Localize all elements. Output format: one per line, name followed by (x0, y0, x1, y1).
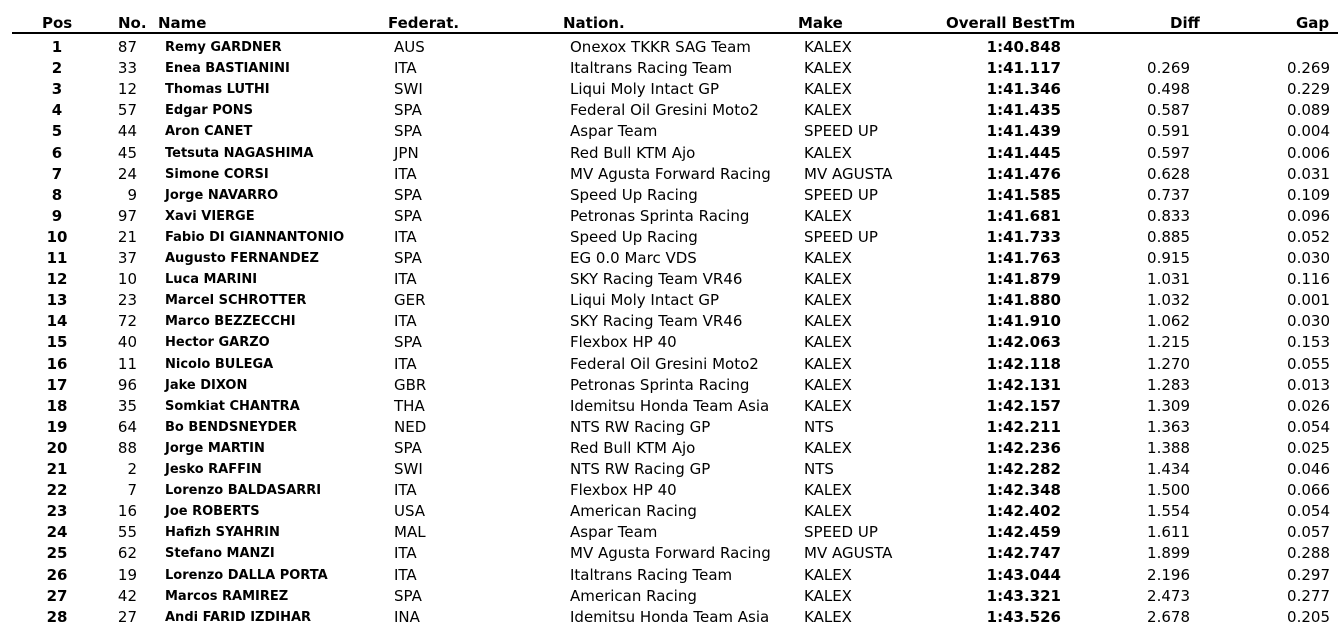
cell-pos: 18 (46, 396, 68, 415)
header-best: Overall BestTm (946, 14, 1076, 32)
cell-make: MV AGUSTA (804, 544, 893, 563)
cell-best-time: 1:41.910 (986, 312, 1061, 331)
cell-make: KALEX (804, 481, 852, 500)
cell-rider-name: Andi FARID IZDIHAR (165, 609, 312, 625)
cell-team: Idemitsu Honda Team Asia (570, 396, 770, 415)
cell-pos: 19 (46, 417, 68, 436)
cell-team: Federal Oil Gresini Moto2 (570, 101, 759, 120)
cell-rider-name: Edgar PONS (165, 103, 254, 119)
cell-make: KALEX (804, 438, 852, 457)
cell-pos: 14 (46, 312, 68, 331)
cell-federation: USA (394, 502, 426, 521)
table-row (0, 438, 1338, 459)
cell-best-time: 1:42.282 (986, 460, 1061, 478)
cell-diff: 1.270 (1147, 354, 1190, 373)
cell-rider-name: Remy GARDNER (165, 40, 282, 55)
cell-pos: 4 (51, 101, 63, 120)
cell-rider-name: Fabio DI GIANNANTONIO (165, 229, 345, 245)
cell-best-time: 1:42.348 (986, 481, 1061, 500)
table-row (0, 565, 1338, 586)
cell-gap: 0.109 (1287, 185, 1330, 204)
cell-rider-name: Jake DIXON (165, 377, 248, 393)
cell-team: MV Agusta Forward Racing (570, 164, 771, 183)
cell-federation: SWI (394, 460, 423, 478)
cell-rider-name: Aron CANET (165, 124, 253, 140)
cell-federation: SPA (394, 101, 422, 120)
table-row (0, 164, 1338, 185)
cell-federation: ITA (394, 565, 417, 584)
cell-federation: AUS (394, 38, 425, 56)
cell-pos: 28 (46, 607, 68, 626)
cell-team: Onexox TKKR SAG Team (570, 38, 751, 56)
cell-gap: 0.057 (1287, 523, 1330, 542)
cell-no: 62 (117, 544, 137, 563)
cell-team: Petronas Sprinta Racing (570, 375, 750, 394)
cell-no: 45 (117, 143, 137, 162)
table-row (0, 37, 1338, 58)
cell-team: American Racing (570, 502, 697, 521)
cell-pos: 24 (46, 523, 68, 542)
cell-no: 37 (117, 249, 137, 267)
cell-federation: ITA (394, 481, 417, 500)
table-row (0, 206, 1338, 227)
cell-team: MV Agusta Forward Racing (570, 544, 771, 563)
header-federat: Federat. (388, 14, 460, 32)
cell-make: KALEX (804, 80, 852, 99)
cell-gap: 0.031 (1287, 164, 1330, 183)
table-row (0, 227, 1338, 248)
table-row (0, 501, 1338, 522)
cell-diff: 2.196 (1147, 565, 1190, 584)
cell-pos: 22 (46, 481, 68, 500)
cell-rider-name: Hafizh SYAHRIN (165, 525, 280, 541)
cell-best-time: 1:43.526 (986, 607, 1061, 626)
cell-gap: 0.116 (1287, 270, 1330, 289)
cell-diff: 1.363 (1147, 417, 1190, 436)
cell-make: NTS (804, 417, 834, 436)
header-make: Make (798, 14, 843, 32)
cell-no: 27 (117, 607, 137, 626)
cell-federation: SPA (394, 185, 422, 204)
cell-team: Petronas Sprinta Racing (570, 206, 750, 225)
cell-gap: 0.054 (1287, 502, 1330, 521)
cell-no: 57 (117, 101, 137, 120)
cell-best-time: 1:42.747 (986, 544, 1061, 563)
cell-diff: 0.269 (1147, 59, 1190, 78)
cell-no: 72 (117, 312, 137, 331)
cell-rider-name: Lorenzo DALLA PORTA (165, 567, 328, 583)
cell-no: 21 (117, 227, 137, 246)
cell-team: Italtrans Racing Team (570, 565, 733, 584)
cell-no: 87 (117, 38, 137, 56)
cell-best-time: 1:41.733 (986, 227, 1061, 246)
cell-pos: 17 (46, 375, 68, 394)
cell-best-time: 1:41.763 (986, 249, 1061, 267)
cell-team: Aspar Team (570, 523, 658, 542)
cell-diff: 2.473 (1147, 586, 1190, 605)
cell-pos: 7 (51, 164, 63, 183)
cell-rider-name: Marcel SCHROTTER (165, 293, 307, 309)
cell-no: 24 (117, 164, 137, 183)
table-row (0, 543, 1338, 564)
cell-federation: JPN (394, 143, 419, 162)
cell-rider-name: Joe ROBERTS (165, 504, 260, 520)
cell-best-time: 1:41.880 (986, 291, 1061, 310)
cell-federation: GER (394, 291, 426, 310)
cell-team: NTS RW Racing GP (570, 460, 711, 478)
cell-rider-name: Marco BEZZECCHI (165, 314, 296, 330)
cell-pos: 13 (46, 291, 68, 310)
cell-no: 23 (117, 291, 137, 310)
cell-pos: 10 (46, 227, 68, 246)
cell-pos: 23 (46, 502, 68, 521)
cell-federation: MAL (394, 523, 426, 542)
cell-best-time: 1:43.044 (986, 565, 1061, 584)
cell-federation: NED (394, 417, 427, 436)
cell-make: KALEX (804, 375, 852, 394)
cell-federation: SPA (394, 438, 422, 457)
cell-team: Speed Up Racing (570, 227, 698, 246)
table-row (0, 269, 1338, 290)
cell-diff: 0.737 (1147, 185, 1190, 204)
cell-no: 9 (127, 185, 137, 204)
cell-diff: 0.885 (1147, 227, 1190, 246)
table-row (0, 185, 1338, 206)
table-row (0, 121, 1338, 142)
cell-federation: ITA (394, 312, 417, 331)
cell-make: KALEX (804, 59, 852, 78)
header-gap: Gap (1296, 14, 1330, 32)
cell-make: KALEX (804, 502, 852, 521)
cell-pos: 21 (46, 460, 68, 478)
cell-diff: 0.597 (1147, 143, 1190, 162)
cell-no: 12 (117, 80, 137, 99)
cell-no: 33 (117, 59, 137, 78)
cell-no: 35 (117, 396, 137, 415)
cell-pos: 2 (51, 59, 63, 78)
cell-federation: ITA (394, 59, 417, 78)
cell-diff: 1.434 (1147, 460, 1190, 478)
cell-diff: 1.388 (1147, 438, 1190, 457)
cell-team: Aspar Team (570, 122, 658, 141)
cell-make: KALEX (804, 270, 852, 289)
cell-rider-name: Stefano MANZI (165, 546, 275, 562)
cell-make: SPEED UP (804, 185, 878, 204)
cell-diff: 1.215 (1147, 333, 1190, 352)
cell-diff: 1.032 (1147, 291, 1190, 310)
cell-federation: SPA (394, 586, 422, 605)
cell-gap: 0.229 (1287, 80, 1330, 99)
cell-gap: 0.055 (1287, 354, 1330, 373)
cell-rider-name: Somkiat CHANTRA (165, 398, 300, 414)
cell-pos: 1 (51, 38, 63, 56)
cell-diff: 1.283 (1147, 375, 1190, 394)
cell-gap: 0.066 (1287, 481, 1330, 500)
cell-diff: 2.678 (1147, 607, 1190, 626)
cell-rider-name: Nicolo BULEGA (165, 356, 274, 372)
cell-no: 2 (127, 460, 137, 478)
cell-team: Italtrans Racing Team (570, 59, 733, 78)
cell-team: SKY Racing Team VR46 (570, 270, 743, 289)
cell-make: KALEX (804, 38, 852, 56)
cell-best-time: 1:41.681 (986, 206, 1061, 225)
cell-team: Federal Oil Gresini Moto2 (570, 354, 759, 373)
cell-diff: 1.899 (1147, 544, 1190, 563)
cell-federation: SPA (394, 122, 422, 141)
cell-diff: 0.498 (1147, 80, 1190, 99)
header-nation: Nation. (563, 14, 625, 32)
cell-best-time: 1:41.445 (986, 143, 1061, 162)
cell-rider-name: Jorge MARTIN (165, 440, 265, 456)
cell-pos: 16 (46, 354, 68, 373)
cell-diff: 0.591 (1147, 122, 1190, 141)
cell-no: 10 (117, 270, 137, 289)
cell-no: 55 (117, 523, 137, 542)
cell-no: 64 (117, 417, 137, 436)
table-row (0, 417, 1338, 438)
cell-federation: GBR (394, 375, 427, 394)
cell-rider-name: Augusto FERNANDEZ (165, 251, 319, 266)
cell-gap: 0.288 (1287, 544, 1330, 563)
cell-no: 44 (117, 122, 137, 141)
cell-no: 96 (117, 375, 137, 394)
header-no: No. (118, 14, 147, 32)
cell-pos: 3 (51, 80, 63, 99)
cell-pos: 12 (46, 270, 68, 289)
cell-rider-name: Enea BASTIANINI (165, 61, 290, 77)
cell-team: Idemitsu Honda Team Asia (570, 607, 770, 626)
cell-gap: 0.030 (1287, 312, 1330, 331)
cell-rider-name: Jesko RAFFIN (165, 462, 262, 477)
cell-rider-name: Lorenzo BALDASARRI (165, 483, 322, 499)
table-row (0, 143, 1338, 164)
table-row (0, 375, 1338, 396)
cell-best-time: 1:42.157 (986, 396, 1061, 415)
cell-best-time: 1:41.585 (986, 185, 1061, 204)
cell-best-time: 1:41.117 (986, 59, 1061, 78)
cell-federation: ITA (394, 544, 417, 563)
cell-gap: 0.153 (1287, 333, 1330, 352)
cell-diff: 1.500 (1147, 481, 1190, 500)
cell-team: NTS RW Racing GP (570, 417, 711, 436)
cell-gap: 0.025 (1287, 438, 1330, 457)
cell-diff: 0.833 (1147, 206, 1190, 225)
cell-team: Flexbox HP 40 (570, 333, 677, 352)
cell-make: KALEX (804, 312, 852, 331)
cell-team: American Racing (570, 586, 697, 605)
cell-gap: 0.054 (1287, 417, 1330, 436)
table-row (0, 290, 1338, 311)
table-header (0, 14, 1338, 32)
cell-no: 11 (117, 354, 137, 373)
cell-best-time: 1:42.459 (986, 523, 1061, 542)
cell-federation: THA (394, 396, 425, 415)
cell-best-time: 1:42.131 (986, 375, 1061, 394)
cell-diff: 1.611 (1147, 523, 1190, 542)
cell-best-time: 1:41.476 (986, 164, 1061, 183)
cell-gap: 0.001 (1287, 291, 1330, 310)
cell-diff: 1.554 (1147, 502, 1190, 521)
cell-gap: 0.004 (1287, 122, 1330, 141)
cell-rider-name: Luca MARINI (165, 272, 258, 288)
cell-diff: 1.309 (1147, 396, 1190, 415)
table-row (0, 354, 1338, 375)
cell-pos: 5 (51, 122, 63, 141)
cell-team: Flexbox HP 40 (570, 481, 677, 500)
table-row (0, 522, 1338, 543)
cell-best-time: 1:41.346 (986, 80, 1061, 99)
cell-pos: 20 (46, 438, 68, 457)
cell-best-time: 1:41.439 (986, 122, 1061, 141)
cell-rider-name: Hector GARZO (165, 335, 270, 351)
cell-gap: 0.205 (1287, 607, 1330, 626)
cell-pos: 8 (51, 185, 63, 204)
cell-make: KALEX (804, 143, 852, 162)
cell-no: 16 (117, 502, 137, 521)
table-row (0, 480, 1338, 501)
cell-diff: 1.062 (1147, 312, 1190, 331)
cell-pos: 27 (46, 586, 68, 605)
cell-gap: 0.052 (1287, 227, 1330, 246)
cell-team: EG 0.0 Marc VDS (570, 249, 697, 267)
table-row (0, 311, 1338, 332)
cell-rider-name: Marcos RAMIREZ (165, 588, 289, 604)
table-row (0, 586, 1338, 607)
cell-make: KALEX (804, 354, 852, 373)
cell-team: Speed Up Racing (570, 185, 698, 204)
header-name: Name (158, 14, 207, 32)
header-diff: Diff (1170, 14, 1200, 32)
table-row (0, 459, 1338, 480)
cell-pos: 26 (46, 565, 68, 584)
table-row (0, 332, 1338, 353)
cell-federation: SPA (394, 206, 422, 225)
cell-pos: 9 (51, 206, 63, 225)
cell-gap: 0.297 (1287, 565, 1330, 584)
cell-best-time: 1:42.402 (986, 502, 1061, 521)
cell-rider-name: Bo BENDSNEYDER (165, 419, 298, 435)
cell-gap: 0.006 (1287, 143, 1330, 162)
cell-no: 19 (117, 565, 137, 584)
cell-pos: 15 (46, 333, 68, 352)
cell-pos: 11 (46, 249, 68, 267)
table-row (0, 607, 1338, 628)
cell-no: 7 (127, 481, 137, 500)
table-row (0, 58, 1338, 79)
cell-make: SPEED UP (804, 227, 878, 246)
cell-no: 42 (117, 586, 137, 605)
cell-no: 88 (117, 438, 137, 457)
cell-gap: 0.030 (1287, 249, 1330, 267)
cell-best-time: 1:42.118 (986, 354, 1061, 373)
cell-gap: 0.269 (1287, 59, 1330, 78)
cell-team: Red Bull KTM Ajo (570, 143, 696, 162)
cell-federation: SPA (394, 249, 422, 267)
cell-make: KALEX (804, 396, 852, 415)
cell-best-time: 1:40.848 (986, 38, 1061, 56)
cell-federation: ITA (394, 354, 417, 373)
cell-gap: 0.277 (1287, 586, 1330, 605)
header-pos: Pos (42, 14, 73, 32)
cell-make: KALEX (804, 333, 852, 352)
cell-rider-name: Xavi VIERGE (165, 208, 255, 224)
cell-gap: 0.089 (1287, 101, 1330, 120)
cell-no: 40 (117, 333, 137, 352)
cell-make: KALEX (804, 607, 852, 626)
cell-rider-name: Tetsuta NAGASHIMA (165, 145, 314, 161)
cell-federation: ITA (394, 227, 417, 246)
cell-team: Liqui Moly Intact GP (570, 291, 719, 310)
cell-make: KALEX (804, 565, 852, 584)
cell-team: SKY Racing Team VR46 (570, 312, 743, 331)
cell-gap: 0.026 (1287, 396, 1330, 415)
cell-make: KALEX (804, 101, 852, 120)
cell-make: SPEED UP (804, 122, 878, 141)
cell-best-time: 1:41.879 (986, 270, 1061, 289)
cell-make: MV AGUSTA (804, 164, 893, 183)
header-rule (12, 32, 1338, 34)
cell-federation: SPA (394, 333, 422, 352)
cell-gap: 0.046 (1287, 460, 1330, 478)
cell-federation: ITA (394, 270, 417, 289)
cell-gap: 0.096 (1287, 206, 1330, 225)
cell-make: SPEED UP (804, 523, 878, 542)
cell-team: Red Bull KTM Ajo (570, 438, 696, 457)
cell-rider-name: Jorge NAVARRO (165, 187, 279, 203)
cell-make: KALEX (804, 291, 852, 310)
cell-gap: 0.013 (1287, 375, 1330, 394)
cell-federation: ITA (394, 164, 417, 183)
cell-make: KALEX (804, 249, 852, 267)
cell-rider-name: Thomas LUTHI (165, 82, 270, 98)
cell-best-time: 1:43.321 (986, 586, 1061, 605)
cell-no: 97 (117, 206, 137, 225)
cell-best-time: 1:42.236 (986, 438, 1061, 457)
cell-diff: 0.628 (1147, 164, 1190, 183)
table-row (0, 396, 1338, 417)
cell-team: Liqui Moly Intact GP (570, 80, 719, 99)
cell-make: NTS (804, 460, 834, 478)
table-row (0, 79, 1338, 100)
cell-diff: 1.031 (1147, 270, 1190, 289)
cell-federation: INA (394, 607, 420, 626)
cell-make: KALEX (804, 586, 852, 605)
cell-best-time: 1:42.063 (986, 333, 1061, 352)
cell-pos: 25 (46, 544, 68, 563)
cell-rider-name: Simone CORSI (165, 166, 269, 182)
cell-make: KALEX (804, 206, 852, 225)
cell-best-time: 1:42.211 (986, 417, 1061, 436)
table-row (0, 248, 1338, 269)
cell-diff: 0.587 (1147, 101, 1190, 120)
cell-pos: 6 (51, 143, 63, 162)
cell-federation: SWI (394, 80, 423, 99)
cell-best-time: 1:41.435 (986, 101, 1061, 120)
table-row (0, 100, 1338, 121)
cell-diff: 0.915 (1147, 249, 1190, 267)
